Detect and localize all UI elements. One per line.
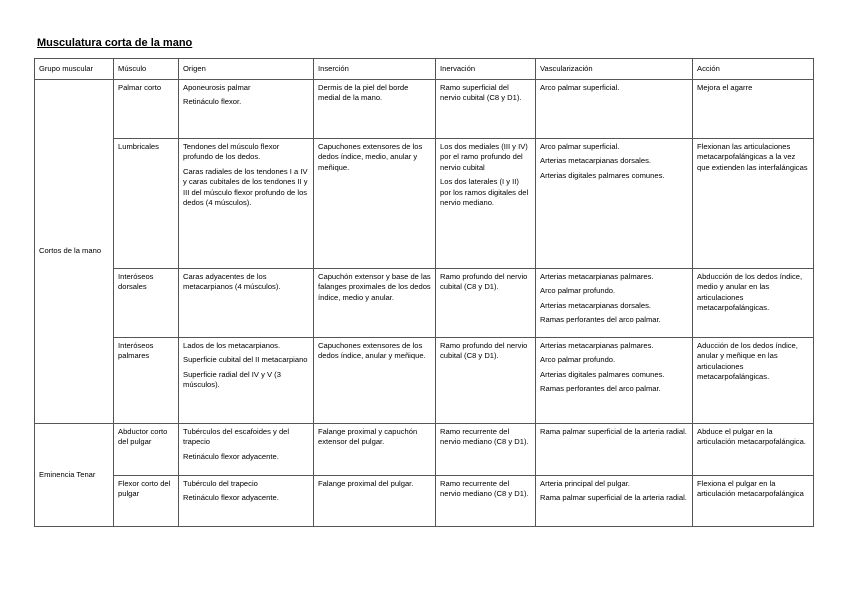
action-text: Abduce el pulgar en la articulación metacarpofalángica. bbox=[697, 427, 806, 447]
table-row bbox=[35, 269, 814, 338]
origin-cell bbox=[179, 139, 314, 269]
origin-text: Tendones del músculo flexor profundo de los dedos. bbox=[183, 142, 280, 162]
insertion-cell bbox=[314, 476, 436, 527]
origin-text: Tubérculo del trapecio bbox=[183, 479, 258, 488]
vascular-text: Arterias digitales palmares comunes. bbox=[540, 369, 665, 379]
action-text: Flexiona el pulgar en la articulación metacarpofalángica bbox=[697, 479, 804, 499]
table-header bbox=[35, 59, 814, 80]
muscle-cell: Palmar corto bbox=[114, 80, 179, 139]
muscle-cell: Flexor corto del pulgar bbox=[114, 476, 179, 527]
table-row bbox=[35, 139, 814, 269]
origin-text: Caras radiales de los tendones I a IV y caras cubitales de los tendones II y III del músculo flexor profundo de los dedos (4 músculos). bbox=[183, 166, 308, 208]
innervation-cell bbox=[436, 269, 536, 338]
group-cell: Eminencia Tenar bbox=[35, 424, 114, 527]
origin-text: Superficie cubital del II metacarpiano bbox=[183, 355, 308, 365]
origin-text: Tubérculos del escafoides y del trapecio bbox=[183, 427, 290, 447]
header-group: Grupo muscular bbox=[35, 59, 114, 80]
action-cell bbox=[693, 424, 814, 476]
table-body bbox=[35, 80, 814, 527]
innervation-text: Ramo recurrente del nervio mediano (C8 y D1). bbox=[440, 427, 529, 447]
origin-cell bbox=[179, 424, 314, 476]
header-action: Acción bbox=[693, 59, 814, 80]
vascular-text: Ramas perforantes del arco palmar. bbox=[540, 315, 661, 325]
vascular-text: Arterias digitales palmares comunes. bbox=[540, 170, 665, 180]
innervation-text: Los dos laterales (I y II) por los ramos digitales del nervio mediano. bbox=[440, 177, 529, 208]
innervation-cell bbox=[436, 338, 536, 424]
origin-text: Caras adyacentes de los metacarpianos (4 músculos). bbox=[183, 272, 281, 292]
header-innervation: Inervación bbox=[436, 59, 536, 80]
innervation-cell bbox=[436, 424, 536, 476]
insertion-cell bbox=[314, 269, 436, 338]
table-row bbox=[35, 424, 814, 476]
insertion-text: Falange proximal y capuchón extensor del pulgar. bbox=[318, 427, 418, 447]
vascular-text: Arteria principal del pulgar. bbox=[540, 479, 630, 488]
vascular-text: Arco palmar profundo. bbox=[540, 355, 616, 365]
header-vascular: Vascularización bbox=[536, 59, 693, 80]
innervation-cell bbox=[436, 476, 536, 527]
vascular-text: Arco palmar superficial. bbox=[540, 142, 620, 151]
vascular-text: Ramas perforantes del arco palmar. bbox=[540, 384, 661, 394]
insertion-text: Capuchones extensores de los dedos índice, anular y meñique. bbox=[318, 341, 426, 361]
origin-text: Retináculo flexor adyacente. bbox=[183, 493, 279, 503]
table-row bbox=[35, 80, 814, 139]
insertion-text: Falange proximal del pulgar. bbox=[318, 479, 414, 488]
action-text: Aducción de los dedos índice, anular y meñique en las articulaciones metacarpofalángicas. bbox=[697, 341, 798, 382]
origin-cell bbox=[179, 476, 314, 527]
origin-cell bbox=[179, 269, 314, 338]
innervation-cell bbox=[436, 80, 536, 139]
group-cell: Cortos de la mano bbox=[35, 80, 114, 424]
origin-text: Lados de los metacarpianos. bbox=[183, 341, 281, 350]
action-text: Flexionan las articulaciones metacarpofalángicas a la vez que extienden las interfalángicas bbox=[697, 142, 808, 172]
insertion-cell bbox=[314, 80, 436, 139]
vascular-text: Arco palmar superficial. bbox=[540, 83, 620, 92]
document-title: Musculatura corta de la mano bbox=[37, 37, 193, 49]
muscle-cell: Interóseos palmares bbox=[114, 338, 179, 424]
action-text: Mejora el agarre bbox=[697, 83, 753, 92]
table-row bbox=[35, 476, 814, 527]
vascular-cell bbox=[536, 338, 693, 424]
innervation-text: Ramo superficial del nervio cubital (C8 y D1). bbox=[440, 83, 522, 103]
vascular-cell bbox=[536, 269, 693, 338]
action-cell bbox=[693, 80, 814, 139]
insertion-cell bbox=[314, 338, 436, 424]
action-cell bbox=[693, 338, 814, 424]
origin-text: Aponeurosis palmar bbox=[183, 83, 251, 92]
origin-text: Superficie radial del IV y V (3 músculos). bbox=[183, 369, 281, 390]
muscle-table bbox=[34, 58, 814, 527]
header-row bbox=[35, 59, 814, 80]
vascular-text: Arco palmar profundo. bbox=[540, 286, 616, 296]
muscle-cell: Lumbricales bbox=[114, 139, 179, 269]
vascular-cell bbox=[536, 424, 693, 476]
vascular-text: Arterias metacarpianas palmares. bbox=[540, 272, 654, 281]
origin-text: Retináculo flexor. bbox=[183, 97, 242, 107]
innervation-text: Ramo profundo del nervio cubital (C8 y D1). bbox=[440, 272, 528, 292]
innervation-text: Los dos mediales (III y IV) por el ramo profundo del nervio cubital bbox=[440, 142, 528, 172]
muscle-cell: Abductor corto del pulgar bbox=[114, 424, 179, 476]
innervation-cell bbox=[436, 139, 536, 269]
origin-text: Retináculo flexor adyacente. bbox=[183, 451, 279, 461]
header-origin: Origen bbox=[179, 59, 314, 80]
action-text: Abducción de los dedos índice, medio y anular en las articulaciones metacarpofalángicas. bbox=[697, 272, 803, 313]
action-cell bbox=[693, 269, 814, 338]
header-muscle: Músculo bbox=[114, 59, 179, 80]
origin-cell bbox=[179, 338, 314, 424]
action-cell bbox=[693, 476, 814, 527]
vascular-text: Arterias metacarpianas palmares. bbox=[540, 341, 654, 350]
insertion-text: Capuchones extensores de los dedos índice, medio, anular y meñique. bbox=[318, 142, 423, 172]
vascular-text: Arterias metacarpianas dorsales. bbox=[540, 300, 652, 310]
innervation-text: Ramo recurrente del nervio mediano (C8 y D1). bbox=[440, 479, 529, 499]
vascular-cell bbox=[536, 476, 693, 527]
header-insertion: Inserción bbox=[314, 59, 436, 80]
action-cell bbox=[693, 139, 814, 269]
vascular-cell bbox=[536, 139, 693, 269]
insertion-cell bbox=[314, 424, 436, 476]
vascular-text: Rama palmar superficial de la arteria radial. bbox=[540, 427, 687, 436]
muscle-cell: Interóseos dorsales bbox=[114, 269, 179, 338]
vascular-text: Arterias metacarpianas dorsales. bbox=[540, 156, 652, 166]
vascular-cell bbox=[536, 80, 693, 139]
innervation-text: Ramo profundo del nervio cubital (C8 y D1). bbox=[440, 341, 528, 361]
insertion-cell bbox=[314, 139, 436, 269]
insertion-text: Capuchón extensor y base de las falanges proximales de los dedos índice, medio y anular. bbox=[318, 272, 431, 302]
origin-cell bbox=[179, 80, 314, 139]
vascular-text: Rama palmar superficial de la arteria radial. bbox=[540, 493, 687, 503]
insertion-text: Dermis de la piel del borde medial de la mano. bbox=[318, 83, 409, 103]
table-row bbox=[35, 338, 814, 424]
